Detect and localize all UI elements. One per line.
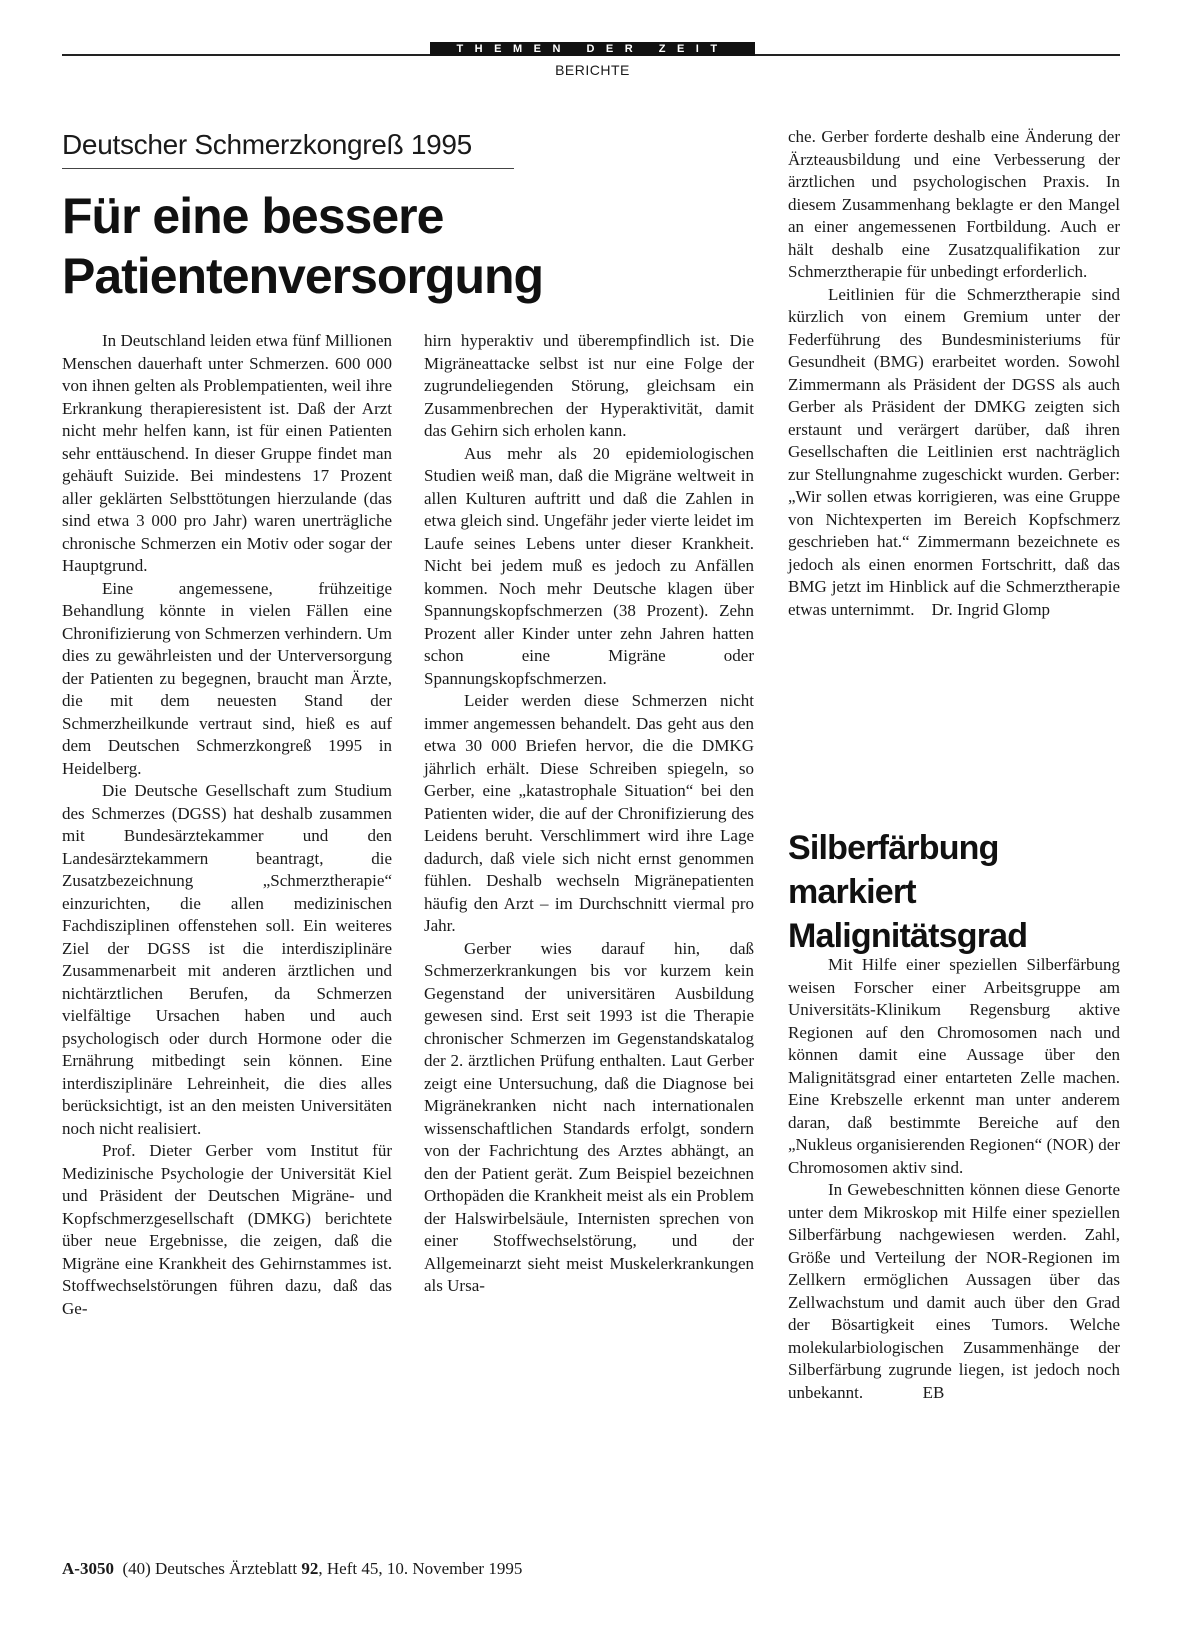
- article2-headline: [788, 826, 1120, 958]
- section-label: BERICHTE: [555, 62, 630, 78]
- page-footer: [62, 1559, 522, 1579]
- paragraph-continued: hirn hyperaktiv und überempfindlich ist. Die Migräneattacke selbst ist nur eine Folge der zugrundeliegenden Störung, gleichsam ein Zusammenbrechen der Hyperaktivität, damit das Gehirn sich erholen kann.: [424, 331, 754, 440]
- article-column-3: [788, 126, 1120, 621]
- article-column-1: [62, 330, 392, 1320]
- header-rule-right: [755, 54, 1120, 56]
- author-initials: EB: [922, 1382, 945, 1402]
- section-kicker: THEMEN DER ZEIT: [430, 42, 755, 56]
- author-byline: Dr. Ingrid Glomp: [931, 599, 1051, 619]
- page-number: A-3050: [62, 1559, 114, 1578]
- paragraph: Die Deutsche Gesellschaft zum Studium des Schmerzes (DGSS) hat deshalb zusammen mit Bundesärztekammer und den Landesärztekammern beantragt, die Zusatzbezeichnung „Schmerztherapie“ einzurichten, die allen medizinischen Fachdisziplinen offenstehen soll. Ein weiteres Ziel der DGSS ist die interdisziplinäre Zusammenarbeit mit anderen ärztlichen und nichtärztlichen Berufen, da Schmerzen vielfältige Ursachen haben und auch psychologisch oder durch Hormone oder die Ernährung mitbedingt sein können. Eine interdisziplinäre Lehreinheit, die dies alles berücksichtigt, ist an den meisten Universitäten noch nicht realisiert.: [62, 781, 392, 1138]
- issue-info: , Heft 45, 10. November 1995: [318, 1559, 523, 1578]
- paragraph-last: [788, 1179, 1120, 1404]
- paragraph: Mit Hilfe einer speziellen Silberfärbung weisen Forscher einer Arbeitsgruppe am Universitäts-Klinikum Regensburg aktive Regionen auf den Chromosomen nach und können damit eine Aussage über den Malignitätsgrad einer entarteten Zelle machen. Eine Krebszelle erkennt man unter anderem daran, daß bestimmte Bereiche auf den „Nukleus organisierenden Regionen“ (NOR) der Chromosomen aktiv sind.: [788, 955, 1120, 1177]
- headline-line-1: Für eine bessere: [62, 188, 444, 244]
- journal-name: (40) Deutsches Ärzteblatt: [122, 1559, 298, 1578]
- paragraph-text: Leitlinien für die Schmerztherapie sind kürzlich von einem Gremium unter der Federführung des Bundesministeriums für Gesundheit (BMG) erarbeitet worden. Sowohl Zimmermann als Präsident der DGSS als auch Gerber als Präsident der DMKG zeigten sich erstaunt und verärgert darüber, daß ihren Gesellschaften die Leitlinien erst nachträglich zur Stellungnahme zugeschickt wurden. Gerber: „Wir sollen etwas korrigieren, was eine Gruppe von Nichtexperten im Bereich Kopfschmerz geschrieben hat.“ Zimmermann bezeichnete es jedoch als einen enormen Fortschritt, daß das BMG jetzt im Hinblick auf die Schmerztherapie etwas unternimmt.: [788, 284, 1120, 619]
- headline2-line-3: Malignitätsgrad: [788, 917, 1028, 955]
- overline-rule: [62, 168, 514, 169]
- paragraph: Leider werden diese Schmerzen nicht immer angemessen behandelt. Das geht aus den etwa 30 000 Briefen hervor, die die DMKG jährlich erhält. Diese Schreiben spiegeln, so Gerber, eine „katastrophale Situation“ bei den Patienten wider, die auf der Chronifizierung des Leidens beruht. Verschlimmert wird ihre Lage dadurch, daß viele sich nicht ernst genommen fühlen. Deshalb wechseln Migränepatienten häufig den Arzt – im Durchschnitt viermal pro Jahr.: [424, 691, 754, 935]
- article2-body: [788, 954, 1120, 1404]
- paragraph: Aus mehr als 20 epidemiologischen Studien weiß man, daß die Migräne weltweit in allen Kulturen auftritt und daß die Zahlen in etwa gleich sind. Ungefähr jeder vierte leidet im Laufe seines Lebens unter dieser Krankheit. Nicht bei jedem muß es jedoch zu Anfällen kommen. Noch mehr Deutsche klagen über Spannungskopfschmerzen (38 Prozent). Zehn Prozent aller Kinder unter zehn Jahren hatten schon eine Migräne oder Spannungskopfschmerzen.: [424, 443, 754, 688]
- paragraph-last: [788, 284, 1120, 622]
- journal-volume: 92: [301, 1559, 319, 1578]
- paragraph-text: In Gewebeschnitten können diese Genorte unter dem Mikroskop mit Hilfe einer speziellen Silberfärbung nachgewiesen werden. Zahl, Größe und Verteilung der NOR-Regionen im Zellkern ermöglichen Aussagen über das Zellwachstum und damit auch über den Grad der Bösartigkeit eines Tumors. Welche molekularbiologischen Zusammenhänge der Silberfärbung zugrunde liegen, ist jedoch noch unbekannt.: [788, 1180, 1120, 1402]
- article-overline: Deutscher Schmerzkongreß 1995: [62, 129, 472, 160]
- headline2-line-1: Silberfärbung: [788, 829, 999, 867]
- paragraph: Eine angemessene, frühzeitige Behandlung könnte in vielen Fällen eine Chronifizierung von Schmerzen verhindern. Um dies zu gewährleisten und der Unterversorgung der Patienten zu begegnen, braucht man Ärzte, die mit dem neuesten Stand der Schmerzheilkunde vertraut sind, hieß es auf dem Deutschen Schmerzkongreß 1995 in Heidelberg.: [62, 578, 392, 778]
- header-rule-left: [62, 54, 430, 56]
- article-headline: [62, 186, 742, 306]
- paragraph: Gerber wies darauf hin, daß Schmerzerkrankungen bis vor kurzem kein Gegenstand der universitären Ausbildung gewesen sind. Erst seit 1993 ist die Therapie chronischer Schmerzen im Gegenstandskatalog der 2. ärztlichen Prüfung enthalten. Laut Gerber zeigt eine Untersuchung, daß die Diagnose bei Migränekranken nicht nach internationalen wissenschaftlichen Standards erfolgt, sondern von der Fachrichtung des Arztes abhängt, an den der Patient gerät. Zum Beispiel bezeichnen Orthopäden die Krankheit meist als ein Problem der Halswirbelsäule, Internisten sprechen von einer Stoffwechselstörung, und der Allgemeinarzt sieht meist Muskelerkrankungen als Ursa-: [424, 938, 754, 1295]
- article-column-2: [424, 330, 754, 1298]
- paragraph-continued: che. Gerber forderte deshalb eine Änderung der Ärzteausbildung und eine Verbesserung der ärztlichen und psychologischen Praxis. In diesem Zusammenhang beklagte er den Mangel an einer angemessenen Fortbildung. Auch er hält deshalb eine Zusatzqualifikation zur Schmerztherapie für unbedingt erforderlich.: [788, 127, 1120, 281]
- paragraph: Prof. Dieter Gerber vom Institut für Medizinische Psychologie der Universität Kiel und Präsident der Deutschen Migräne- und Kopfschmerzgesellschaft (DMKG) berichtete über neue Ergebnisse, die zeigen, daß die Migräne eine Krankheit des Gehirnstammes ist. Stoffwechselstörungen führen dazu, daß das Ge-: [62, 1141, 392, 1318]
- paragraph: In Deutschland leiden etwa fünf Millionen Menschen dauerhaft unter Schmerzen. 600 000 von ihnen gelten als Problempatienten, weil ihre Erkrankung therapieresistent ist. Daß der Arzt nicht mehr helfen kann, ist für einen Patienten sehr enttäuschend. In dieser Gruppe findet man gehäuft Suizide. Bei mindestens 17 Prozent aller geklärten Selbsttötungen hierzulande (das sind etwa 3 000 pro Jahr) waren unerträgliche chronische Schmerzen ein Motiv oder sogar der Hauptgrund.: [62, 331, 392, 575]
- headline-line-2: Patientenversorgung: [62, 248, 544, 304]
- headline2-line-2: markiert: [788, 873, 916, 911]
